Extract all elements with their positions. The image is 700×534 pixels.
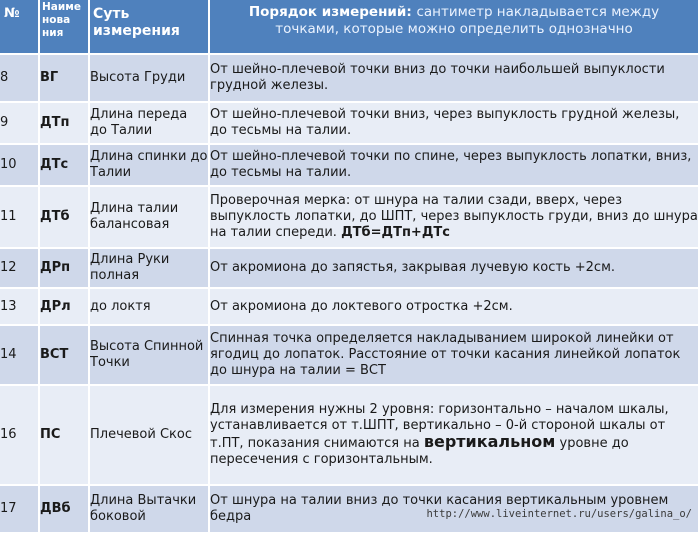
row-code: ВГ (40, 55, 90, 103)
row-number: 17 (0, 486, 40, 534)
header-essence: Суть измерения (90, 0, 210, 55)
row-order-text: Для измерения нужны 2 уровня: горизонтально – началом шкалы, устанавливается от т.ШПТ, вертикально – 0-й стороной шкалы от т.ПТ, показания снимаются на (210, 402, 669, 451)
row-code: ДРл (40, 289, 90, 326)
row-number: 11 (0, 187, 40, 249)
row-number: 9 (0, 103, 40, 145)
row-order (210, 386, 700, 486)
table-row (0, 249, 700, 289)
watermark-url: http://www.liveinternet.ru/users/galina_o/ (426, 508, 692, 520)
row-essence: Плечевой Скос (90, 386, 210, 486)
row-number: 14 (0, 326, 40, 386)
row-order-emphasis: вертикальном (423, 432, 556, 451)
row-number: 16 (0, 386, 40, 486)
row-essence: Высота Спинной Точки (90, 326, 210, 386)
table-row (0, 289, 700, 326)
header-order-title: Порядок измерений: (248, 4, 412, 20)
header-order (210, 0, 700, 55)
table-row (0, 145, 700, 187)
row-order (210, 187, 700, 249)
row-order-text-end: уровне до пересечения с горизонтальным. (210, 436, 629, 467)
row-code: ДРп (40, 249, 90, 289)
header-order-note: сантиметр накладывается между точками, которые можно определить однозначно (275, 4, 660, 37)
row-code: ДВб (40, 486, 90, 534)
row-essence: Длина Вытачки боковой (90, 486, 210, 534)
table-row (0, 386, 700, 486)
row-number: 13 (0, 289, 40, 326)
row-code: ПС (40, 386, 90, 486)
table-row (0, 326, 700, 386)
table-row (0, 103, 700, 145)
row-order: От шнура на талии вниз до точки касания вертикальным уровнем бедра (210, 486, 700, 534)
row-code: ДТс (40, 145, 90, 187)
row-order: От шейно-плечевой точки вниз до точки наибольшей выпуклости грудной железы. (210, 55, 700, 103)
row-number: 10 (0, 145, 40, 187)
row-number: 8 (0, 55, 40, 103)
table-row (0, 187, 700, 249)
row-code: ДТб (40, 187, 90, 249)
row-essence: Длина спинки до Талии (90, 145, 210, 187)
row-number: 12 (0, 249, 40, 289)
header-name: Наиме нова ния (40, 0, 90, 55)
row-essence: Длина талии балансовая (90, 187, 210, 249)
row-formula: ДТб=ДТп+ДТс (341, 225, 450, 240)
row-order: От шейно-плечевой точки по спине, через выпуклость лопатки, вниз, до тесьмы на талии. (210, 145, 700, 187)
row-order-text: Проверочная мерка: от шнура на талии сзади, вверх, через выпуклость лопатки, до ШПТ, через выпуклость груди, вниз до шнура на талии спереди. (210, 193, 698, 240)
row-order: От шейно-плечевой точки вниз, через выпуклость грудной железы, до тесьмы на талии. (210, 103, 700, 145)
table-row (0, 55, 700, 103)
row-order: Спинная точка определяется накладыванием широкой линейки от ягодиц до лопаток. Расстояние от точки касания линейкой лопаток до шнура на талии = ВСТ (210, 326, 700, 386)
row-order: От акромиона до запястья, закрывая лучевую кость +2см. (210, 249, 700, 289)
header-number: № (0, 0, 40, 55)
row-essence: Длина переда до Талии (90, 103, 210, 145)
row-code: ДТп (40, 103, 90, 145)
row-code: ВСТ (40, 326, 90, 386)
row-order: От акромиона до локтевого отростка +2см. (210, 289, 700, 326)
row-essence: Высота Груди (90, 55, 210, 103)
header-row (0, 0, 700, 55)
row-essence: Длина Руки полная (90, 249, 210, 289)
row-essence: до локтя (90, 289, 210, 326)
